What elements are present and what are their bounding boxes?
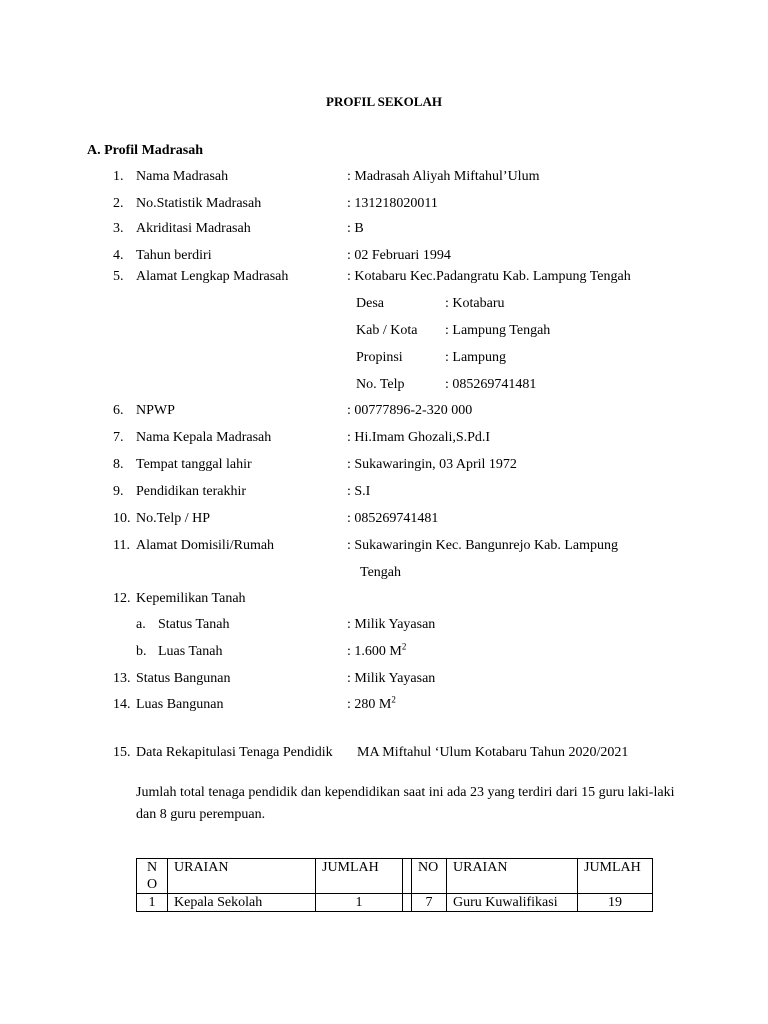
- summary-paragraph: Jumlah total tenaga pendidik dan kependidikan saat ini ada 23 yang terdiri dari 15 guru laki-laki dan 8 guru perempuan.: [136, 785, 675, 822]
- header-jumlah: JUMLAH: [316, 859, 403, 894]
- cell-no: 1: [137, 894, 168, 912]
- superscript: 2: [401, 641, 407, 652]
- section-heading: A. Profil Madrasah: [87, 143, 204, 158]
- item-number: 14.: [113, 697, 131, 712]
- item-value: : 02 Februari 1994: [347, 248, 451, 263]
- item-number: 15.: [113, 745, 131, 760]
- item-number: 7.: [113, 430, 124, 445]
- cell-uraian2: Guru Kuwalifikasi: [447, 894, 578, 912]
- address-value: : Kotabaru: [445, 296, 505, 311]
- item-label: Luas Bangunan: [136, 697, 224, 712]
- table-header-row: [137, 859, 653, 894]
- item-value: : S.I: [347, 484, 371, 499]
- item-label: No.Statistik Madrasah: [136, 196, 262, 211]
- cell-jumlah2: 19: [578, 894, 653, 912]
- item-number: 9.: [113, 484, 124, 499]
- superscript: 2: [391, 694, 396, 705]
- land-value: : Milik Yayasan: [347, 617, 436, 632]
- item-number: 2.: [113, 196, 124, 211]
- header-jumlah2: JUMLAH: [578, 859, 653, 894]
- address-value: : 085269741481: [445, 377, 537, 392]
- item-label: Alamat Domisili/Rumah: [136, 538, 275, 553]
- staff-table: [136, 858, 653, 912]
- item-label: NPWP: [136, 403, 175, 418]
- item-label: Pendidikan terakhir: [136, 484, 247, 499]
- table-spacer: [403, 894, 412, 912]
- item-value: : Sukawaringin Kec. Bangunrejo Kab. Lampung: [347, 538, 618, 553]
- item-number: 5.: [113, 269, 124, 284]
- cell-no2: 7: [412, 894, 447, 912]
- item-label: Tahun berdiri: [136, 248, 212, 263]
- item-number: 6.: [113, 403, 124, 418]
- item-number: 10.: [113, 511, 131, 526]
- item-number: 3.: [113, 221, 124, 236]
- item-value: : 085269741481: [347, 511, 439, 526]
- header-uraian2: URAIAN: [447, 859, 578, 894]
- item-value: : Madrasah Aliyah Miftahul’Ulum: [347, 169, 540, 184]
- page-title: PROFIL SEKOLAH: [326, 94, 442, 109]
- item-value: : 131218020011: [347, 196, 438, 211]
- table-spacer: [403, 859, 412, 894]
- item-number: 12.: [113, 591, 131, 606]
- cell-uraian: Kepala Sekolah: [168, 894, 316, 912]
- item-value: MA Miftahul ‘Ulum Kotabaru Tahun 2020/2021: [357, 745, 629, 760]
- item-label: Alamat Lengkap Madrasah: [136, 269, 289, 284]
- item-value: : B: [347, 221, 364, 236]
- land-letter: b.: [136, 644, 147, 659]
- item-label: No.Telp / HP: [136, 511, 211, 526]
- item-number: 1.: [113, 169, 124, 184]
- item-label: Nama Madrasah: [136, 169, 229, 184]
- item-label: Tempat tanggal lahir: [136, 457, 252, 472]
- table-row: [137, 894, 653, 912]
- land-value: [347, 641, 407, 660]
- item-value: : Kotabaru Kec.Padangratu Kab. Lampung Tengah: [347, 269, 631, 284]
- cell-jumlah: 1: [316, 894, 403, 912]
- item-number: 13.: [113, 671, 131, 686]
- land-letter: a.: [136, 617, 146, 632]
- item-number: 8.: [113, 457, 124, 472]
- item-value: : Milik Yayasan: [347, 671, 436, 686]
- address-label: No. Telp: [356, 377, 405, 392]
- item-value-text: : 280 M: [347, 697, 392, 712]
- address-value: : Lampung Tengah: [445, 323, 551, 338]
- item-value: [347, 694, 396, 713]
- header-uraian: URAIAN: [168, 859, 316, 894]
- land-label: Status Tanah: [158, 617, 230, 632]
- header-no2: NO: [412, 859, 447, 894]
- item-value: : Hi.Imam Ghozali,S.Pd.I: [347, 430, 491, 445]
- item-value: : 00777896-2-320 000: [347, 403, 473, 418]
- address-label: Desa: [356, 296, 384, 311]
- item-value: : Sukawaringin, 03 April 1972: [347, 457, 517, 472]
- item-number: 11.: [113, 538, 130, 553]
- item-label: Kepemilikan Tanah: [136, 591, 246, 606]
- address-value: : Lampung: [445, 350, 507, 365]
- item-value-continued: Tengah: [360, 565, 402, 580]
- item-number: 4.: [113, 248, 124, 263]
- item-label: Status Bangunan: [136, 671, 231, 686]
- address-label: Propinsi: [356, 350, 403, 365]
- land-value-text: : 1.600 M: [347, 644, 402, 659]
- item-label: Data Rekapitulasi Tenaga Pendidik: [136, 745, 333, 760]
- land-label: Luas Tanah: [158, 644, 223, 659]
- item-label: Nama Kepala Madrasah: [136, 430, 272, 445]
- item-label: Akriditasi Madrasah: [136, 221, 251, 236]
- address-label: Kab / Kota: [356, 323, 418, 338]
- header-no: N O: [137, 859, 168, 894]
